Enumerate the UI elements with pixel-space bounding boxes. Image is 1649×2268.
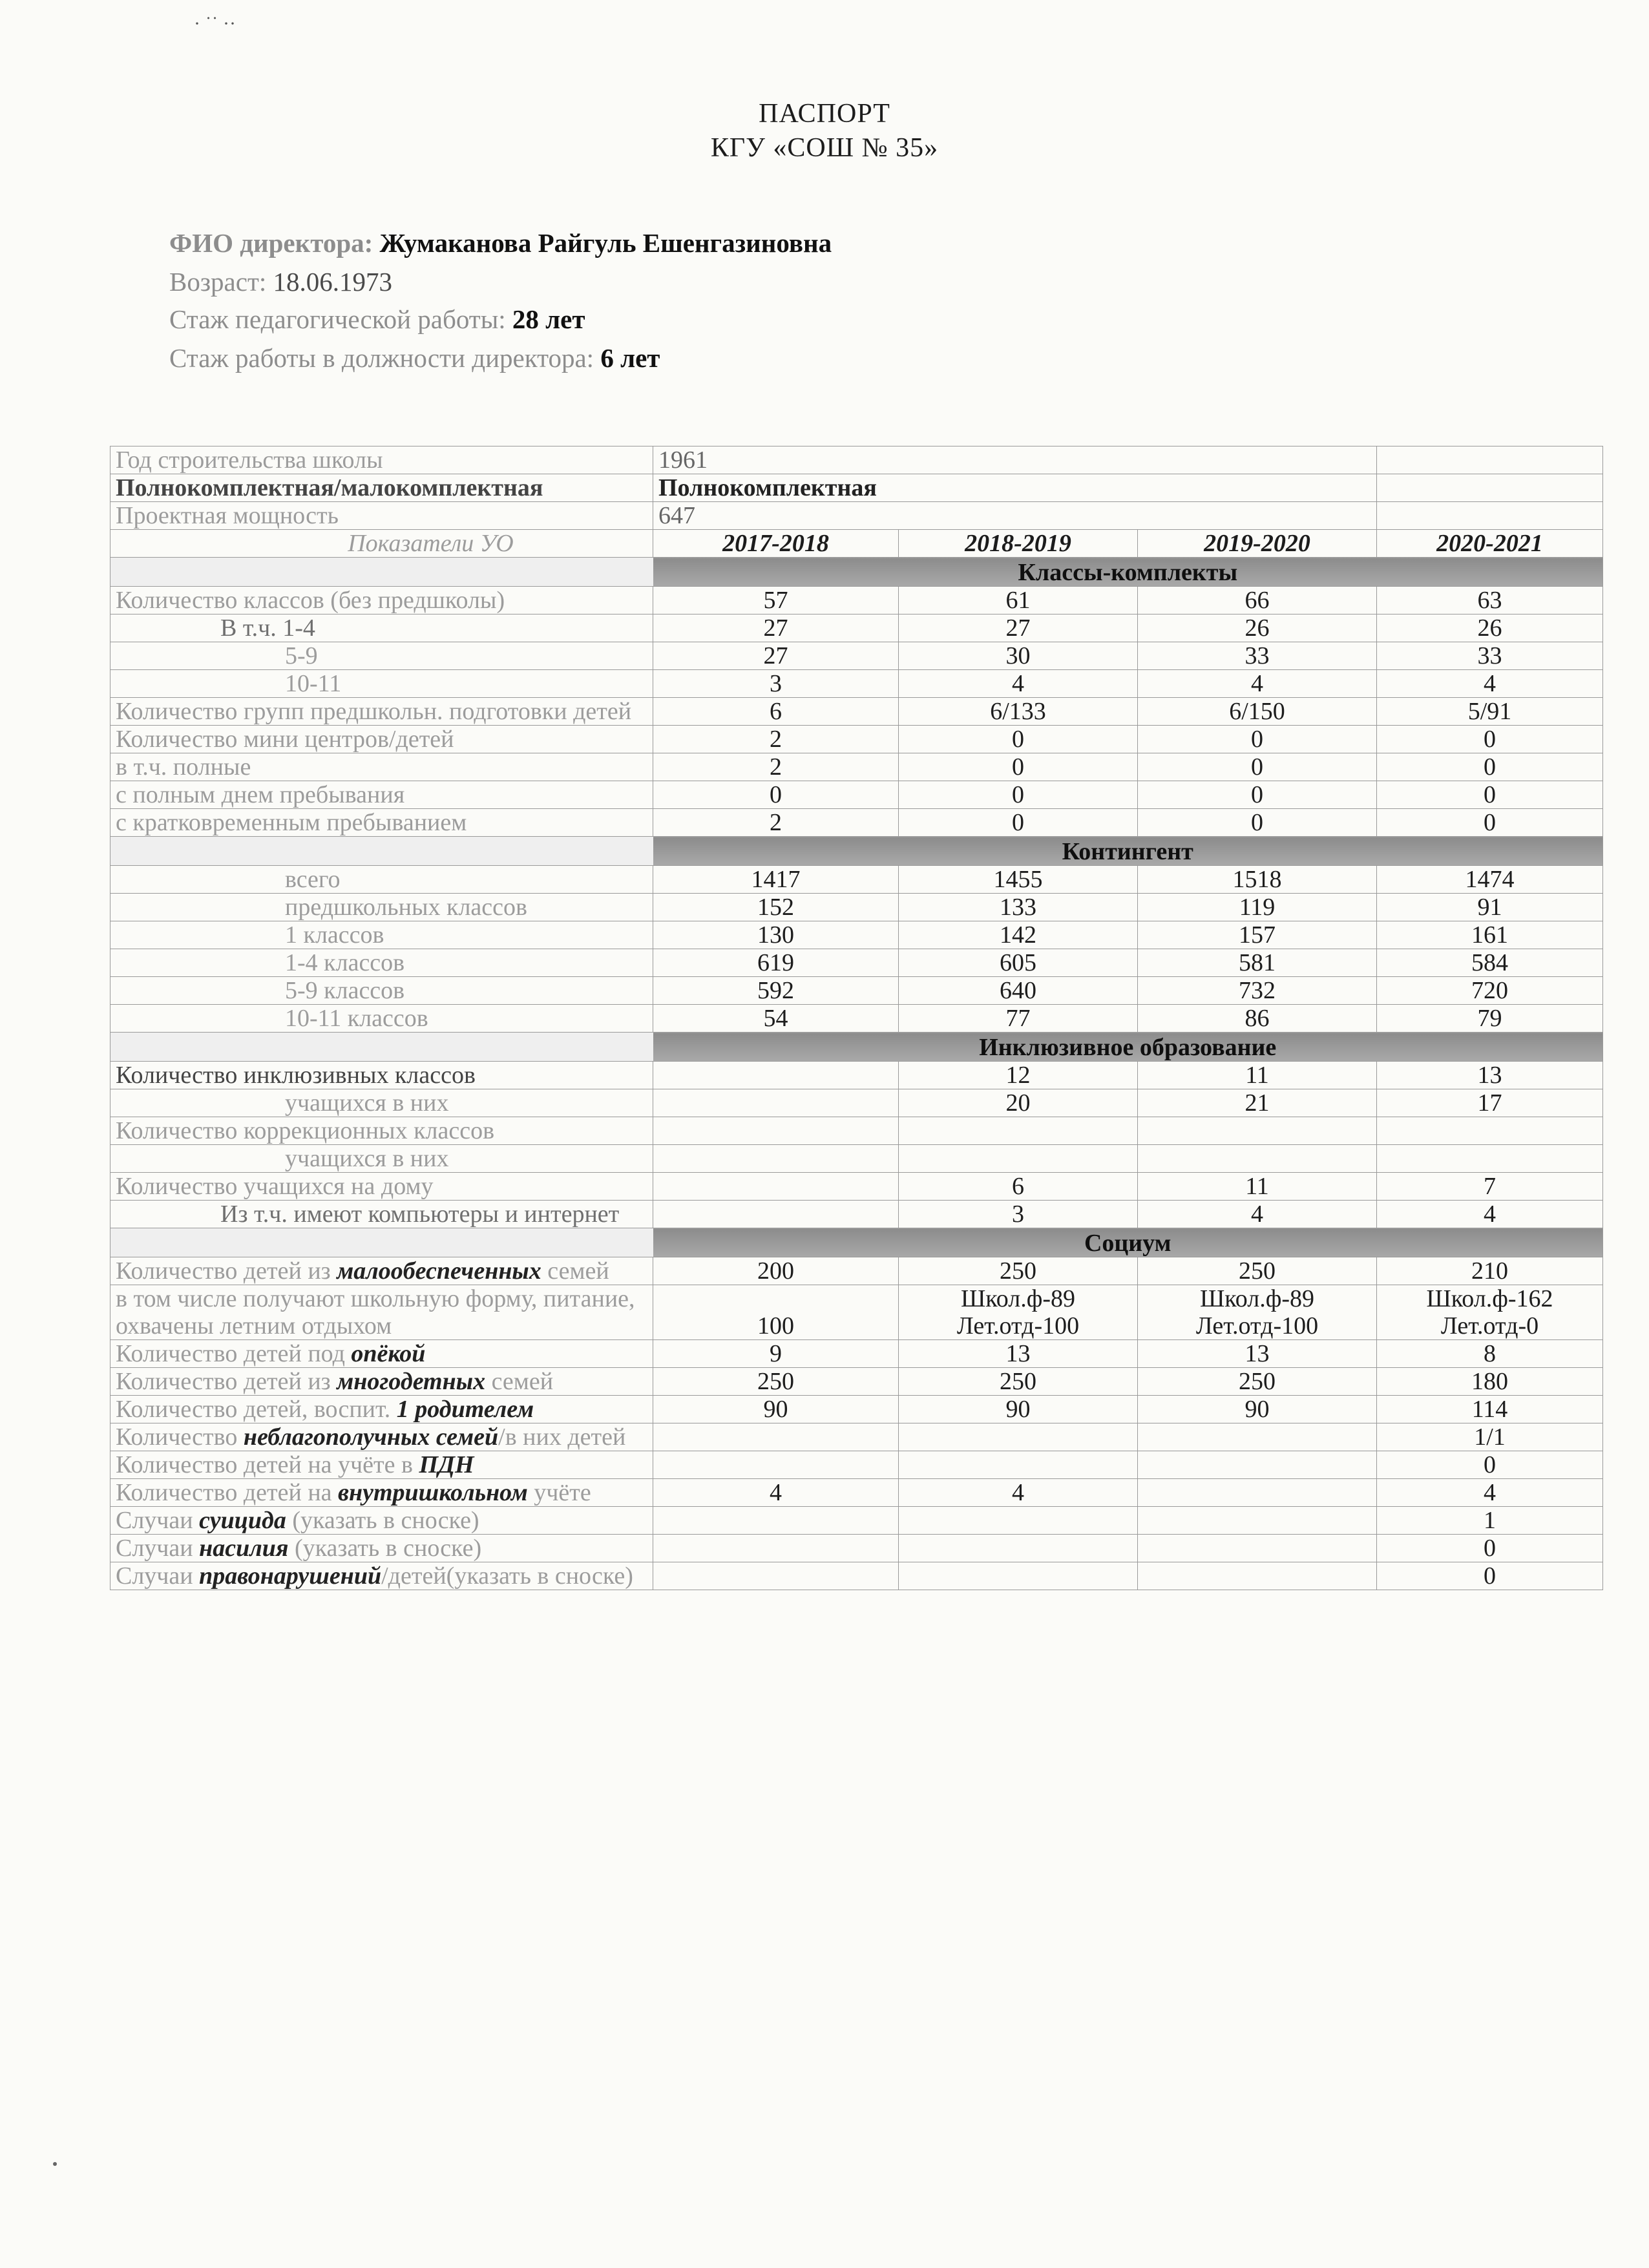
table-row (110, 753, 1603, 781)
section-gutter (110, 558, 653, 587)
director-fio-label: ФИО директора: (169, 228, 373, 258)
value-cell (899, 1535, 1138, 1562)
row-label-text: Случаи (116, 1562, 200, 1590)
table-row (110, 1507, 1603, 1535)
value-cell: 0 (1377, 1535, 1603, 1562)
director-age-value: 18.06.1973 (273, 267, 392, 297)
row-label-text: учёте (527, 1479, 591, 1506)
value-cell: 1/1 (1377, 1423, 1603, 1451)
value-cell: 57 (653, 587, 899, 614)
value-cell (653, 1201, 899, 1228)
school-year-row (110, 446, 1603, 474)
value-cell: 4 (1377, 1479, 1603, 1507)
value-cell: 0 (1138, 781, 1377, 809)
value-cell: 250 (899, 1368, 1138, 1396)
value-cell (653, 1423, 899, 1451)
value-cell: 161 (1377, 921, 1603, 949)
value-cell: 1417 (653, 866, 899, 894)
value-cell: 3 (899, 1201, 1138, 1228)
value-cell (1138, 1451, 1377, 1479)
value-cell (653, 1062, 899, 1089)
value-cell: 6 (653, 698, 899, 726)
value-cell: 114 (1377, 1396, 1603, 1423)
section-gutter (110, 837, 653, 866)
value-cell: 0 (1138, 809, 1377, 837)
row-label-text: Случаи (116, 1507, 200, 1534)
value-cell: 157 (1138, 921, 1377, 949)
row-label: с полным днем пребывания (110, 781, 653, 809)
row-label: с кратковременным пребыванием (110, 809, 653, 837)
value-cell: 20 (899, 1089, 1138, 1117)
value-cell (1138, 1145, 1377, 1173)
value-cell: 592 (653, 977, 899, 1005)
value-cell (1138, 1117, 1377, 1145)
scan-specks: · ˙˙ ·· (194, 13, 236, 34)
table-row (110, 1368, 1603, 1396)
value-cell: 0 (1138, 726, 1377, 753)
table-row (110, 614, 1603, 642)
table-row (110, 587, 1603, 614)
table-row (110, 1201, 1603, 1228)
row-label-keyword: опёкой (351, 1340, 426, 1367)
value-cell (653, 1145, 899, 1173)
value-cell: 0 (653, 781, 899, 809)
row-label-text: Количество детей на (116, 1479, 339, 1506)
value-cell (899, 1562, 1138, 1590)
empty-cell (1377, 502, 1603, 530)
row-label-text: Количество детей под (116, 1340, 352, 1367)
value-cell: 33 (1377, 642, 1603, 670)
value-cell: 4 (899, 1479, 1138, 1507)
value-cell (899, 1451, 1138, 1479)
value-cell: 0 (1377, 753, 1603, 781)
value-cell: 0 (1138, 753, 1377, 781)
row-label (110, 1507, 653, 1535)
year-2019-2020: 2019-2020 (1138, 530, 1377, 558)
value-cell: 2 (653, 809, 899, 837)
value-cell: 250 (1138, 1368, 1377, 1396)
value-cell: 26 (1138, 614, 1377, 642)
row-label: Количество инклюзивных классов (110, 1062, 653, 1089)
dir-experience-label: Стаж работы в должности директора: (169, 343, 594, 373)
section-title: Социум (653, 1228, 1603, 1257)
section-inclusive (110, 1033, 1603, 1062)
row-label-text: /детей(указать в сноске) (381, 1562, 633, 1590)
row-label-keyword: неблагополучных семей (243, 1423, 499, 1451)
ped-experience-value: 28 лет (512, 304, 585, 334)
value-cell (653, 1089, 899, 1117)
row-label: в т.ч. полные (110, 753, 653, 781)
value-cell: 54 (653, 1005, 899, 1033)
row-label-text: семей (541, 1257, 609, 1285)
table-row (110, 642, 1603, 670)
director-age (169, 266, 392, 297)
year-2018-2019: 2018-2019 (899, 530, 1138, 558)
director-age-label: Возраст: (169, 267, 267, 297)
section-contingent (110, 837, 1603, 866)
table-row (110, 1005, 1603, 1033)
value-cell: 91 (1377, 894, 1603, 921)
value-cell: Школ.ф-162 Лет.отд-0 (1377, 1285, 1603, 1340)
empty-cell (1377, 446, 1603, 474)
value-cell: 0 (1377, 726, 1603, 753)
value-cell: Школ.ф-89 Лет.отд-100 (1138, 1285, 1377, 1340)
section-gutter (110, 1228, 653, 1257)
value-cell: 26 (1377, 614, 1603, 642)
table-row (110, 1479, 1603, 1507)
years-header-row (110, 530, 1603, 558)
value-cell (1377, 1117, 1603, 1145)
value-cell: 13 (1138, 1340, 1377, 1368)
value-cell (1138, 1507, 1377, 1535)
year-2017-2018: 2017-2018 (653, 530, 899, 558)
row-label-text: Количество детей на учёте в (116, 1451, 419, 1478)
passport-table (110, 446, 1603, 1590)
row-label-text: Количество (116, 1423, 244, 1451)
value-cell (653, 1117, 899, 1145)
school-capacity-row (110, 502, 1603, 530)
value-cell: 90 (1138, 1396, 1377, 1423)
value-cell: 13 (1377, 1062, 1603, 1089)
value-cell: 581 (1138, 949, 1377, 977)
value-cell: 250 (1138, 1257, 1377, 1285)
table-row (110, 1423, 1603, 1451)
value-cell: 5/91 (1377, 698, 1603, 726)
value-cell: 21 (1138, 1089, 1377, 1117)
value-cell: 4 (1377, 1201, 1603, 1228)
value-cell (1138, 1479, 1377, 1507)
value-cell (1377, 1145, 1603, 1173)
value-cell (899, 1507, 1138, 1535)
table-row (110, 809, 1603, 837)
row-label: Количество классов (без предшколы) (110, 587, 653, 614)
value-cell (1138, 1562, 1377, 1590)
row-label: учащихся в них (110, 1089, 653, 1117)
value-cell: 0 (899, 753, 1138, 781)
document-title: ПАСПОРТ (759, 99, 890, 129)
table-row (110, 866, 1603, 894)
school-type-label: Полнокомплектная/малокомплектная (110, 474, 653, 502)
row-label-keyword: внутришкольном (338, 1479, 528, 1506)
value-cell: 1 (1377, 1507, 1603, 1535)
value-cell: 732 (1138, 977, 1377, 1005)
value-cell: 605 (899, 949, 1138, 977)
table-row (110, 1173, 1603, 1201)
table-row (110, 977, 1603, 1005)
value-cell: Школ.ф-89 Лет.отд-100 (899, 1285, 1138, 1340)
table-row (110, 921, 1603, 949)
section-gutter (110, 1033, 653, 1062)
value-cell: 119 (1138, 894, 1377, 921)
row-label-text: Количество детей из (116, 1368, 337, 1395)
value-cell (653, 1173, 899, 1201)
table-row (110, 1285, 1603, 1340)
section-title: Классы-комплекты (653, 558, 1603, 587)
value-cell (899, 1117, 1138, 1145)
value-cell: 13 (899, 1340, 1138, 1368)
document-subtitle: КГУ «СОШ № 35» (710, 133, 939, 163)
value-cell (1138, 1423, 1377, 1451)
row-label (110, 1562, 653, 1590)
value-cell: 4 (1138, 1201, 1377, 1228)
value-cell: 4 (1377, 670, 1603, 698)
value-cell: 6 (899, 1173, 1138, 1201)
row-label: учащихся в них (110, 1145, 653, 1173)
row-label-keyword: ПДН (419, 1451, 474, 1478)
row-label-text: (указать в сноске) (286, 1507, 479, 1534)
row-label (110, 1257, 653, 1285)
table-row (110, 1396, 1603, 1423)
value-cell: 79 (1377, 1005, 1603, 1033)
value-cell: 210 (1377, 1257, 1603, 1285)
value-cell (653, 1562, 899, 1590)
director-fio-value: Жумаканова Райгуль Ешенгазиновна (379, 228, 832, 258)
value-cell: 12 (899, 1062, 1138, 1089)
value-cell: 584 (1377, 949, 1603, 977)
value-cell: 86 (1138, 1005, 1377, 1033)
row-label: Количество мини центров/детей (110, 726, 653, 753)
value-cell: 0 (1377, 1562, 1603, 1590)
row-label-text: /в них детей (498, 1423, 626, 1451)
scan-dot (53, 2162, 57, 2166)
row-label (110, 1479, 653, 1507)
row-label: Количество учащихся на дому (110, 1173, 653, 1201)
value-cell: 7 (1377, 1173, 1603, 1201)
section-classes (110, 558, 1603, 587)
table-row (110, 1062, 1603, 1089)
row-label-keyword: правонарушений (199, 1562, 382, 1590)
value-cell: 4 (653, 1479, 899, 1507)
school-capacity-label: Проектная мощность (110, 502, 653, 530)
value-cell: 2 (653, 726, 899, 753)
value-cell: 90 (653, 1396, 899, 1423)
value-cell: 0 (899, 781, 1138, 809)
row-label-text: семей (485, 1368, 554, 1395)
table-row (110, 1535, 1603, 1562)
value-cell: 3 (653, 670, 899, 698)
row-label: 5-9 (110, 642, 653, 670)
value-cell: 152 (653, 894, 899, 921)
row-label (110, 1340, 653, 1368)
row-label: 10-11 (110, 670, 653, 698)
row-label (110, 1396, 653, 1423)
table-row (110, 698, 1603, 726)
value-cell: 0 (899, 726, 1138, 753)
value-cell (653, 1507, 899, 1535)
value-cell: 63 (1377, 587, 1603, 614)
value-cell: 1474 (1377, 866, 1603, 894)
section-title: Инклюзивное образование (653, 1033, 1603, 1062)
row-label-keyword: малообеспеченных (337, 1257, 541, 1285)
value-cell: 8 (1377, 1340, 1603, 1368)
table-row (110, 1257, 1603, 1285)
row-label: 5-9 классов (110, 977, 653, 1005)
table-row (110, 670, 1603, 698)
value-cell: 77 (899, 1005, 1138, 1033)
value-cell (653, 1535, 899, 1562)
row-label: В т.ч. 1-4 (110, 614, 653, 642)
value-cell: 0 (1377, 809, 1603, 837)
value-cell: 6/150 (1138, 698, 1377, 726)
value-cell: 0 (1377, 1451, 1603, 1479)
value-cell: 11 (1138, 1173, 1377, 1201)
table-row (110, 726, 1603, 753)
value-cell: 4 (899, 670, 1138, 698)
dir-experience-value: 6 лет (600, 343, 660, 373)
row-label-keyword: 1 родителем (396, 1396, 534, 1423)
value-cell: 200 (653, 1257, 899, 1285)
value-cell: 0 (899, 809, 1138, 837)
value-cell (899, 1423, 1138, 1451)
value-cell: 720 (1377, 977, 1603, 1005)
row-label (110, 1285, 653, 1340)
table-row (110, 1562, 1603, 1590)
value-cell: 250 (653, 1368, 899, 1396)
school-capacity-value: 647 (653, 502, 1377, 530)
school-year-label: Год строительства школы (110, 446, 653, 474)
row-label (110, 1535, 653, 1562)
row-label: всего (110, 866, 653, 894)
row-label-text: в том числе получают школьную форму, питание, охвачены летним отдыхом (116, 1285, 635, 1339)
value-cell: 27 (899, 614, 1138, 642)
value-cell: 130 (653, 921, 899, 949)
value-cell: 4 (1138, 670, 1377, 698)
row-label: 10-11 классов (110, 1005, 653, 1033)
value-cell: 250 (899, 1257, 1138, 1285)
row-label-text: Количество детей, воспит. (116, 1396, 397, 1423)
value-cell (1138, 1535, 1377, 1562)
row-label-text: (указать в сноске) (288, 1535, 482, 1562)
value-cell: 640 (899, 977, 1138, 1005)
school-year-value: 1961 (653, 446, 1377, 474)
value-cell: 11 (1138, 1062, 1377, 1089)
value-cell: 142 (899, 921, 1138, 949)
empty-cell (1377, 474, 1603, 502)
row-label: 1 классов (110, 921, 653, 949)
value-cell: 6/133 (899, 698, 1138, 726)
row-label (110, 1451, 653, 1479)
row-label-keyword: насилия (199, 1535, 289, 1562)
value-cell: 27 (653, 642, 899, 670)
director-dir-experience (169, 342, 660, 373)
value-cell: 1455 (899, 866, 1138, 894)
table-row (110, 781, 1603, 809)
row-label: 1-4 классов (110, 949, 653, 977)
ped-experience-label: Стаж педагогической работы: (169, 304, 506, 334)
value-cell: 0 (1377, 781, 1603, 809)
value-cell: 180 (1377, 1368, 1603, 1396)
value-cell: 33 (1138, 642, 1377, 670)
row-label (110, 1423, 653, 1451)
row-label: Из т.ч. имеют компьютеры и интернет (110, 1201, 653, 1228)
value-cell: 27 (653, 614, 899, 642)
section-title: Контингент (653, 837, 1603, 866)
row-label: Количество коррекционных классов (110, 1117, 653, 1145)
table-row (110, 1340, 1603, 1368)
row-label: предшкольных классов (110, 894, 653, 921)
table-row (110, 1451, 1603, 1479)
value-cell: 619 (653, 949, 899, 977)
row-label (110, 1368, 653, 1396)
director-ped-experience (169, 304, 585, 335)
value-cell: 2 (653, 753, 899, 781)
table-row (110, 894, 1603, 921)
years-header-label: Показатели УО (110, 530, 653, 558)
value-cell (653, 1451, 899, 1479)
value-cell: 66 (1138, 587, 1377, 614)
table-row (110, 1145, 1603, 1173)
value-cell: 1518 (1138, 866, 1377, 894)
value-cell: 17 (1377, 1089, 1603, 1117)
row-label-keyword: многодетных (337, 1368, 486, 1395)
value-cell: 100 (653, 1285, 899, 1340)
school-type-value: Полнокомплектная (653, 474, 1377, 502)
row-label: Количество групп предшкольн. подготовки детей (110, 698, 653, 726)
value-cell: 61 (899, 587, 1138, 614)
school-type-row (110, 474, 1603, 502)
section-socium (110, 1228, 1603, 1257)
table-row (110, 1117, 1603, 1145)
value-cell: 90 (899, 1396, 1138, 1423)
row-label-keyword: суицида (199, 1507, 286, 1534)
row-label-text: Случаи (116, 1535, 200, 1562)
value-cell: 30 (899, 642, 1138, 670)
value-cell: 133 (899, 894, 1138, 921)
table-row (110, 949, 1603, 977)
value-cell: 9 (653, 1340, 899, 1368)
table-row (110, 1089, 1603, 1117)
value-cell (899, 1145, 1138, 1173)
director-fio (169, 227, 832, 258)
year-2020-2021: 2020-2021 (1377, 530, 1603, 558)
row-label-text: Количество детей из (116, 1257, 337, 1285)
